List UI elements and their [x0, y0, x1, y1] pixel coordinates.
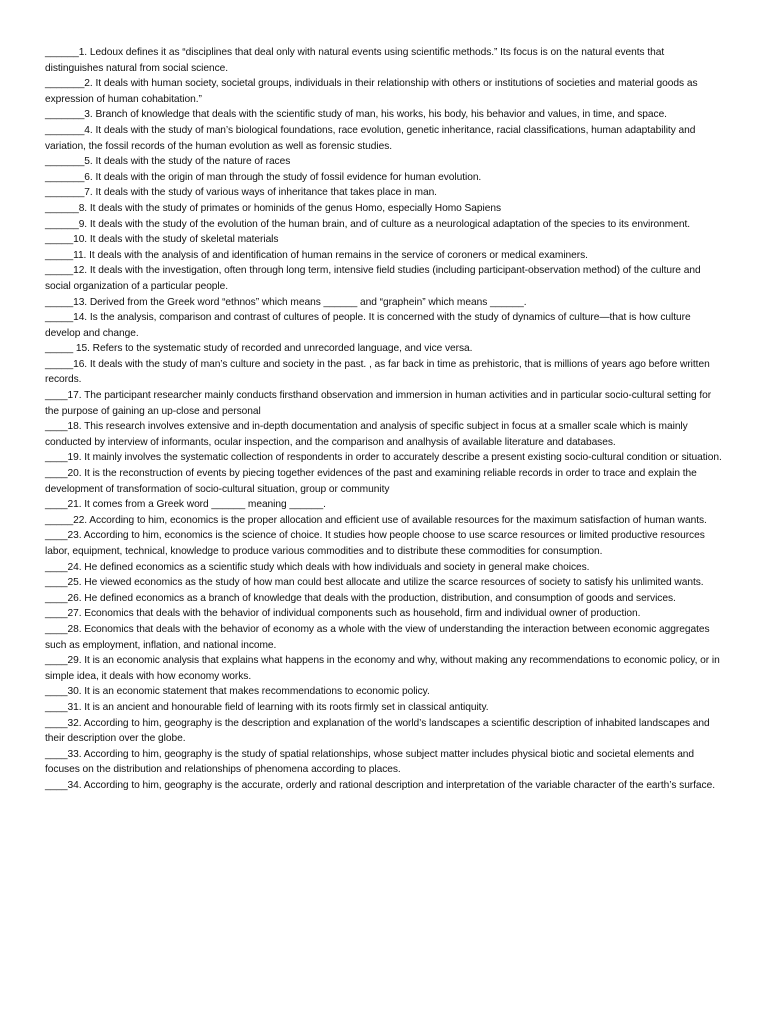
question-item: ____19. It mainly involves the systematic collection of respondents in order to accurately describe a present existing socio-cultural condition or situation. [45, 452, 722, 464]
question-item: _____22. According to him, economics is the proper allocation and efficient use of available resources for the maximum satisfaction of human wants. [45, 514, 707, 526]
question-item: ____32. According to him, geography is the description and explanation of the world’s landscapes a scientific description of inhabited landscapes and their description over the globe. [45, 717, 710, 745]
question-item: _______2. It deals with human society, societal groups, individuals in their relationship with others or institutions of societies and material goods as expression of human cohabitation.” [45, 78, 698, 105]
question-item: _______6. It deals with the origin of man through the study of fossil evidence for human evolution. [45, 171, 482, 183]
question-item: ____23. According to him, economics is the science of choice. It studies how people choose to use scarce resources or limited productive resources labor, equipment, technical, knowledge to produce various commodities and to distribute these commodities for consumption. [45, 530, 705, 557]
question-item: _____12. It deals with the investigation, often through long term, intensive field studies (including participant-observation method) of the culture and social organization of a particular people. [45, 265, 701, 292]
question-item: ______1. Ledoux defines it as “disciplines that deal only with natural events using scientific methods.” Its focus is on the natural events that distinguishes natural from social science. [45, 47, 665, 74]
question-item: _____11. It deals with the analysis of and identification of human remains in the service of coroners or medical examiners. [45, 249, 588, 261]
question-item: ____28. Economics that deals with the behavior of economy as a whole with the view of understanding the interaction between economic aggregates such as employment, inflation, and national income. [45, 623, 710, 651]
question-item: _______4. It deals with the study of man’s biological foundations, race evolution, genetic inheritance, racial classifications, human adaptability and variation, the fossil records of the human evolution as well as forensic studies. [45, 124, 696, 152]
question-item: ____31. It is an ancient and honourable field of learning with its roots firmly set in classical antiquity. [45, 701, 489, 713]
question-item: _____13. Derived from the Greek word “ethnos” which means ______ and “graphein” which means ______. [45, 296, 527, 308]
question-item: _____16. It deals with the study of man’s culture and society in the past. , as far back in time as prehistoric, that is millions of years ago before written records. [45, 358, 710, 386]
question-item: ____20. It is the reconstruction of events by piecing together evidences of the past and examining reliable records in order to trace and explain the development of transformation of socio-cultural situation, group or community [45, 468, 697, 495]
question-item: ____29. It is an economic analysis that explains what happens in the economy and why, without making any recommendations to economic policy, or in simple idea, it deals with how economy works. [45, 655, 720, 682]
question-item: ____24. He defined economics as a scientific study which deals with how individuals and society in general make choices. [45, 561, 590, 573]
question-item: ____25. He viewed economics as the study of how man could best allocate and utilize the scarce resources of society to satisfy his unlimited wants. [45, 577, 704, 589]
question-item: ______9. It deals with the study of the evolution of the human brain, and of culture as a neurological adaptation of the species to its environment. [45, 218, 691, 230]
question-item: ____30. It is an economic statement that makes recommendations to economic policy. [45, 686, 430, 698]
question-item: ______8. It deals with the study of primates or hominids of the genus Homo, especially Homo Sapiens [45, 202, 502, 214]
question-item: ____26. He defined economics as a branch of knowledge that deals with the production, distribution, and consumption of goods and services. [45, 592, 676, 604]
question-item: _____ 15. Refers to the systematic study of recorded and unrecorded language, and vice versa. [45, 343, 473, 355]
question-item: ____34. According to him, geography is the accurate, orderly and rational description and interpretation of the variable character of the earth’s surface. [45, 779, 715, 791]
question-item: ____21. It comes from a Greek word ______ meaning ______. [45, 499, 326, 511]
question-item: _____10. It deals with the study of skeletal materials [45, 234, 279, 246]
question-item: _____14. Is the analysis, comparison and contrast of cultures of people. It is concerned with the study of dynamics of culture—that is how culture develop and change. [45, 312, 691, 339]
question-item: _______7. It deals with the study of various ways of inheritance that takes place in man. [45, 187, 437, 199]
question-item: _______3. Branch of knowledge that deals with the scientific study of man, his works, his body, his behavior and values, in time, and space. [45, 109, 667, 121]
document-page [45, 45, 725, 794]
question-item: ____27. Economics that deals with the behavior of individual components such as household, firm and individual owner of production. [45, 608, 641, 620]
question-item: ____18. This research involves extensive and in-depth documentation and analysis of specific subject in focus at a smaller scale which is mainly conducted by interview of informants, ocular inspection, and the comparison and analhysis of available literature and databases. [45, 421, 688, 448]
question-item: ____33. According to him, geography is the study of spatial relationships, whose subject matter includes physical biotic and societal elements and focuses on the distribution and relationships of phenomena according to places. [45, 748, 695, 776]
question-item: _______5. It deals with the study of the nature of races [45, 156, 291, 168]
question-item: ____17. The participant researcher mainly conducts firsthand observation and immersion in human activities and in particular socio-cultural setting for the purpose of gaining an up-close and personal [45, 390, 712, 417]
